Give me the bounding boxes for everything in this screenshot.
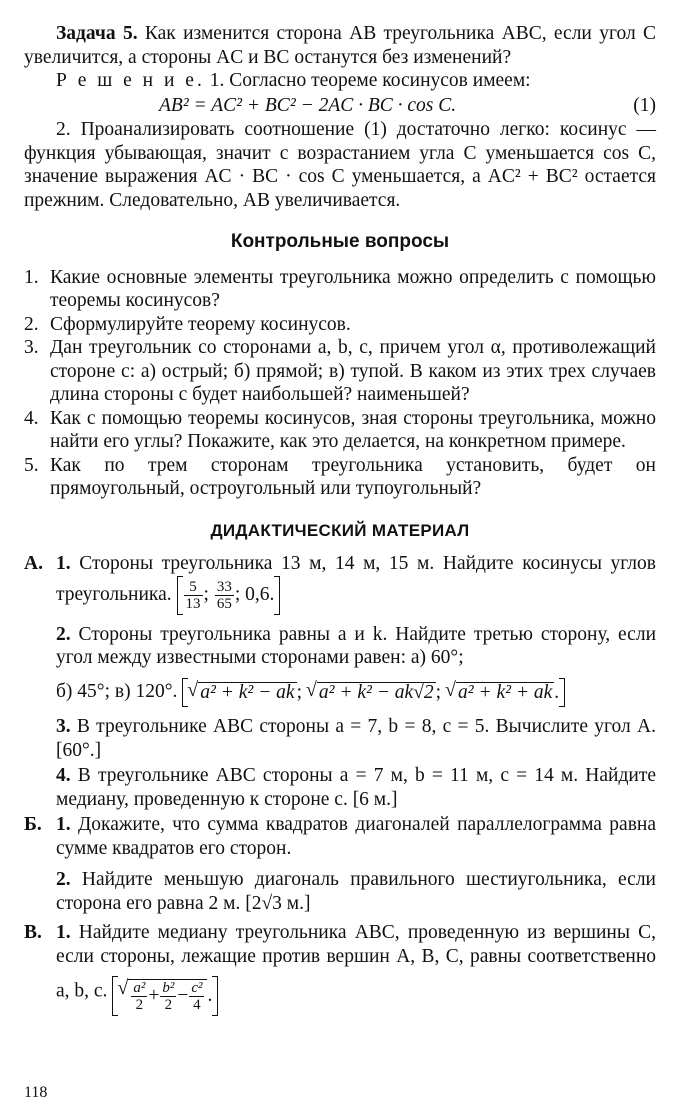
- task-b1-text: Докажите, что сумма квадратов диагоналей параллелограмма равна сумме квадратов его сторон.: [56, 814, 657, 859]
- problem-paragraph: [24, 22, 656, 69]
- section-v: [24, 921, 656, 1016]
- task-a2-answer-line: [56, 678, 656, 708]
- solution-step1: 1. Согласно теореме косинусов имеем:: [209, 70, 531, 91]
- task-a1: [56, 552, 656, 615]
- sqrt-1: √ a² + k² − ak: [198, 682, 296, 703]
- task-a2-text: Стороны треугольника равны a и k. Найдите третью сторону, если угол между известными сторонами равен: а) 60°;: [56, 623, 656, 668]
- control-questions-heading: Контрольные вопросы: [230, 231, 450, 252]
- task-b1-num: 1.: [56, 814, 71, 835]
- task-a1-text: Стороны треугольника 13 м, 14 м, 15 м. Найдите косинусы углов треугольника.: [56, 553, 656, 605]
- question-text: Какие основные элементы треугольника можно определить с помощью теоремы косинусов?: [50, 266, 656, 311]
- page-content: [24, 22, 656, 1016]
- task-b2: [56, 868, 656, 915]
- median-sqrt: √ $\frac{\text{a²}}{2}$ + $\frac{\text{b²}}{2}$ − $\frac{\text{c²}}{4}$: [128, 979, 207, 1013]
- answer-value-3: 0,6: [245, 584, 270, 606]
- solution-label: Р е ш е н и е.: [56, 70, 205, 91]
- question-number: 3.: [24, 337, 39, 358]
- task-a2-rest: б) 45°; в) 120°.: [56, 680, 178, 702]
- task-a2-num: 2.: [56, 623, 71, 645]
- formula-number: (1): [633, 94, 656, 116]
- task-b2-text: Найдите меньшую диагональ правильного шестиугольника, если сторона его равна 2 м. [2√3 м.]: [56, 869, 656, 914]
- sqrt-2: √ a² + k² − ak√2: [317, 682, 436, 703]
- cosine-formula: [24, 94, 656, 118]
- question-text: Сформулируйте теорему косинусов.: [50, 313, 351, 335]
- question-text: Дан треугольник со сторонами a, b, c, причем угол α, противолежащий стороне c: а) острый; б) прямой; в) тупой. В каком из этих трех случаев длина стороны c будет наибольшей? наименьшей?: [50, 337, 656, 405]
- question-number: 5.: [24, 454, 39, 476]
- control-question-item: [24, 266, 656, 313]
- problem-title: Задача 5.: [56, 23, 138, 44]
- question-number: 2.: [24, 313, 39, 335]
- task-v1-answer: √ $\frac{\text{a²}}{2}$ + $\frac{\text{b²}}{2}$ − $\frac{\text{c²}}{4}$ .: [112, 976, 218, 1016]
- section-a: [24, 552, 656, 811]
- task-v1-text: Найдите медиану треугольника ABC, проведенную из вершины C, если стороны, лежащие против вершин A, B, C, равны соответственно a, b, c.: [56, 922, 657, 1002]
- section-b: [24, 813, 656, 915]
- section-v-label: В.: [24, 922, 42, 943]
- task-b2-num: 2.: [56, 869, 71, 890]
- control-question-item: [24, 313, 656, 337]
- question-text: Как с помощью теоремы косинусов, зная стороны треугольника, можно найти его углы? Покажите, как это делается, на конкретном примере.: [50, 407, 656, 452]
- task-a3: [56, 715, 656, 762]
- question-number: 1.: [24, 266, 39, 288]
- question-text: Как по трем сторонам треугольника установить, будет он прямоугольный, остроугольный или тупоугольный?: [50, 454, 656, 499]
- control-question-item: [24, 336, 656, 407]
- solution-intro: [24, 69, 656, 93]
- section-b-label: Б.: [24, 814, 42, 835]
- control-questions-list: [24, 266, 656, 501]
- task-a1-answer: $\frac{5}{13}$ ; $\frac{33}{65}$ ; 0,6 .: [177, 576, 281, 615]
- solution-step2: 2. Проанализировать соотношение (1) достаточно легко: косинус — функция убывающая, значит с возрастанием угла C уменьшается cos C, значение выражения AC · BC · cos C уменьшается, а AC² + BC² остается прежним. Следовательно, AB увеличивается.: [24, 119, 656, 211]
- fraction-2: $\frac{33}{65}$: [216, 578, 232, 612]
- task-a2: [56, 623, 656, 670]
- task-a4-num: 4.: [56, 765, 71, 786]
- task-a1-num: 1.: [56, 553, 71, 574]
- task-v1: [56, 921, 656, 1016]
- sqrt-3: √ a² + k² + ak: [456, 682, 554, 703]
- control-question-item: [24, 454, 656, 501]
- problem-text: Как изменится сторона AB треугольника ABC, если угол C увеличится, а стороны AC и BC останутся без изменений?: [24, 23, 657, 68]
- control-question-item: [24, 407, 656, 454]
- question-number: 4.: [24, 407, 39, 429]
- task-a2-answer: √ a² + k² − ak ; √ a² + k² − ak√2 ; √ a² + k² + ak .: [182, 678, 565, 708]
- task-a3-num: 3.: [56, 716, 71, 737]
- section-a-label: А.: [24, 553, 43, 574]
- didactic-heading: ДИДАКТИЧЕСКИЙ МАТЕРИАЛ: [210, 520, 470, 540]
- fraction-1: $\frac{5}{13}$: [185, 578, 201, 612]
- task-b1: [56, 813, 656, 860]
- task-a4-text: В треугольнике ABC стороны a = 7 м, b = 11 м, c = 14 м. Найдите медиану, проведенную к стороне c. [6 м.]: [56, 765, 657, 810]
- task-v1-num: 1.: [56, 922, 71, 943]
- formula-text: AB² = AC² + BC² − 2AC · BC · cos C.: [159, 94, 457, 116]
- task-a4: [56, 764, 656, 811]
- page-number: 118: [24, 1084, 48, 1101]
- task-a3-text: В треугольнике ABC стороны a = 7, b = 8, c = 5. Вычислите угол A. [60°.]: [56, 716, 657, 761]
